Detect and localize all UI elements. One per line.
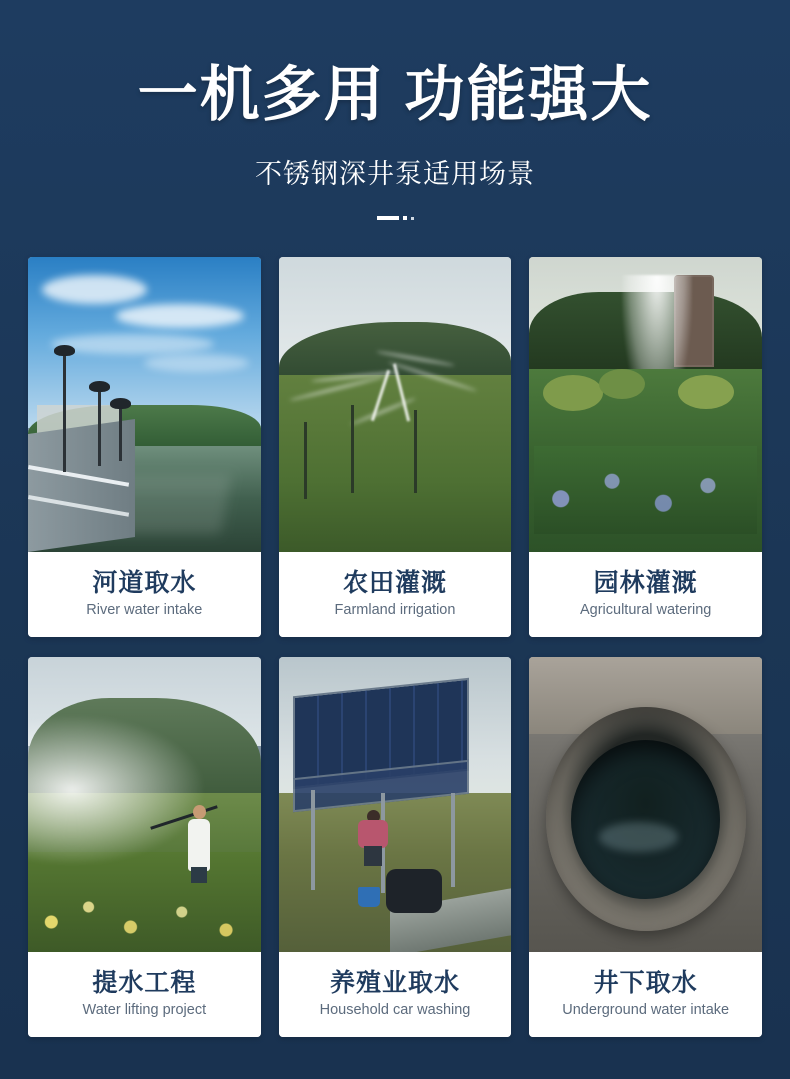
cloud-icon: [144, 354, 249, 372]
cloud-icon: [116, 304, 244, 328]
scenario-photo-garden: [529, 257, 762, 552]
sprinkler-riser: [414, 410, 417, 493]
scenario-title-cn: 井下取水: [593, 969, 698, 998]
scenario-title-cn: 河道取水: [92, 569, 197, 598]
farmland-photo-art: [279, 257, 512, 552]
scenario-title-cn: 养殖业取水: [329, 969, 460, 998]
scenario-grid: [28, 257, 762, 1037]
scenario-photo-solar: [279, 657, 512, 952]
page-title: 一机多用 功能强大: [137, 61, 653, 128]
water-glint: [599, 822, 678, 852]
scenario-title-cn: 提水工程: [92, 969, 197, 998]
scenario-photo-lifting: [28, 657, 261, 952]
scenario-title-en: Household car washing: [319, 1002, 471, 1019]
scenario-caption: [529, 952, 762, 1037]
sprinkler-riser: [351, 405, 354, 494]
panel-support-leg: [451, 793, 455, 887]
scenario-card-underground-water-intake[interactable]: [529, 657, 762, 1037]
page-header: [0, 0, 790, 223]
flowerbed: [534, 446, 757, 535]
scenario-title-cn: 农田灌溉: [342, 569, 447, 598]
well-shaft: [571, 740, 720, 899]
scenario-card-agricultural-watering[interactable]: [529, 257, 762, 637]
scenario-card-river-water-intake[interactable]: [28, 257, 261, 637]
scenario-title-en: River water intake: [86, 602, 203, 619]
shrub: [599, 369, 645, 399]
field-layer: [279, 375, 512, 552]
divider-bar: [377, 216, 399, 220]
scenario-title-cn: 园林灌溉: [593, 569, 698, 598]
divider-dot-small: [411, 217, 414, 220]
divider-dot: [403, 216, 407, 220]
solar-pump-photo-art: [279, 657, 512, 952]
worker-figure: [358, 810, 388, 866]
scenario-card-household-car-washing[interactable]: [279, 657, 512, 1037]
shrub: [543, 375, 603, 411]
flower-field: [28, 852, 261, 952]
scenario-caption: [279, 952, 512, 1037]
scenario-caption: [28, 552, 261, 637]
water-lifting-photo-art: [28, 657, 261, 952]
scenario-title-en: Water lifting project: [82, 1002, 207, 1019]
scenario-title-en: Farmland irrigation: [334, 602, 456, 619]
river-photo-art: [28, 257, 261, 552]
worker-figure: [186, 805, 212, 883]
sprinkler-riser: [304, 422, 307, 499]
cloud-icon: [51, 334, 214, 355]
scenario-title-en: Agricultural watering: [579, 602, 712, 619]
scenario-caption: [28, 952, 261, 1037]
scenario-caption: [529, 552, 762, 637]
divider-ornament: [365, 213, 425, 223]
water-mist: [28, 716, 203, 864]
lamp-post-icon: [63, 354, 66, 472]
scenario-caption: [279, 552, 512, 637]
well-photo-art: [529, 657, 762, 952]
scenario-photo-well: [529, 657, 762, 952]
page-subtitle: 不锈钢深井泵适用场景: [255, 159, 535, 189]
scenario-card-water-lifting-project[interactable]: [28, 657, 261, 1037]
scenario-card-farmland-irrigation[interactable]: [279, 257, 512, 637]
bucket: [358, 887, 380, 907]
lamp-post-icon: [119, 407, 122, 460]
scenario-photo-farmland: [279, 257, 512, 552]
garden-photo-art: [529, 257, 762, 552]
cloud-icon: [42, 275, 147, 305]
scenario-title-en: Underground water intake: [562, 1002, 730, 1019]
equipment-bag: [386, 869, 442, 913]
scenario-photo-river: [28, 257, 261, 552]
panel-support-leg: [311, 790, 315, 890]
shrub: [678, 375, 734, 409]
lamp-post-icon: [98, 390, 101, 467]
